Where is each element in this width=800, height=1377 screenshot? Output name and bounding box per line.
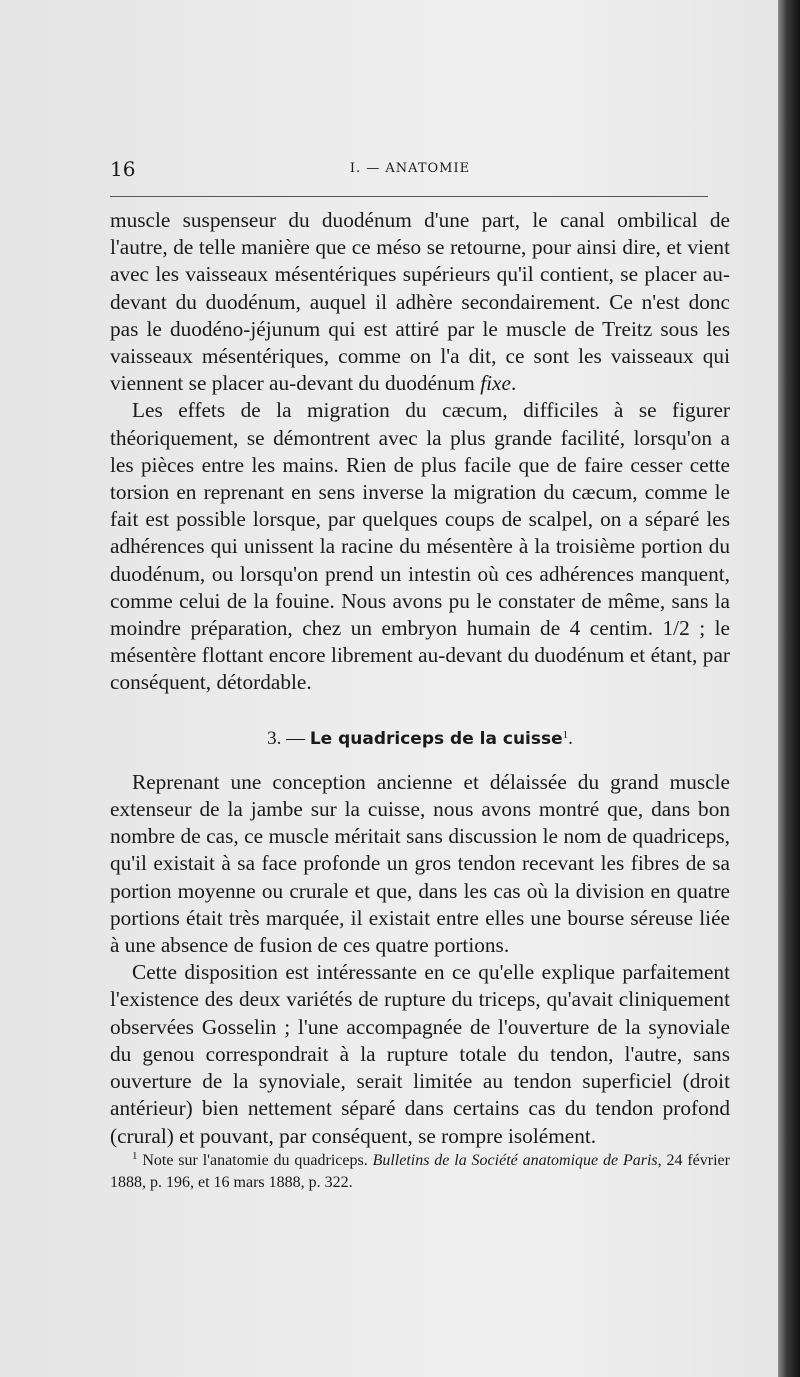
section-title: Le quadriceps de la cuisse [309, 728, 563, 749]
footnote: $^1$ Note sur l'anatomie du quadriceps. Bulletins de la Société anatomique de Paris, 24 février 1888, p. 196, et 16 mars 1888, p. 322. [110, 1149, 730, 1191]
book-spine-shadow [778, 0, 800, 1377]
footnote-reference: 1 [562, 728, 569, 741]
paragraph-1: muscle suspenseur du duodénum d'une part, le canal ombilical de l'autre, de telle manière que ce méso se retourne, pour ainsi dire, et vient avec les vaisseaux mésentériques supérieurs qu'il contient, se placer au-devant du duodénum, auquel il adhère secondairement. Ce n'est donc pas le duodéno-jéjunum qui est attiré par le muscle de Treitz sous les vaisseaux mésentériques, comme on l'a dit, ce sont les vaisseaux qui viennent se placer au-devant du duodénum fixe. [110, 208, 730, 396]
paragraph-3: Reprenant une conception ancienne et délaissée du grand muscle extenseur de la jambe sur la cuisse, nous avons montré que, dans bon nombre de cas, ce muscle méritait sans discussion le nom de quadriceps, qu'il existait à sa face profonde un gros tendon recevant les fibres de sa portion moyenne ou crurale et que, dans les cas où la division en quatre portions était très marquée, il existait entre elles une bourse séreuse liée à une absence de fusion de ces quatre portions. [110, 769, 730, 958]
section-heading: 3. — Le quadriceps de la cuisse$^1$. [267, 727, 573, 749]
paragraph-4: Cette disposition est intéressante en ce qu'elle explique parfaitement l'existence des deux variétés de rupture du triceps, qu'avait cliniquement observées Gosselin ; l'une accompagnée de l'ouverture de la synoviale du genou correspondrait à la rupture totale du tendon, l'autre, sans ouverture de la synoviale, serait limitée au tendon superficiel (droit antérieur) bien nettement séparé dans certains cas du tendon profond (crural) et pouvant, par conséquent, se rompre isolément. [110, 960, 730, 1148]
body-text [110, 207, 730, 1194]
footnote-journal: Bulletins de la Société anatomique de Paris [372, 1151, 658, 1169]
running-head: I. — ANATOMIE [349, 161, 471, 176]
footnote-marker: 1 [132, 1149, 138, 1162]
header-rule [110, 196, 708, 197]
page-number: 16 [110, 157, 136, 181]
page-header [110, 157, 710, 187]
section-number: 3. — [267, 727, 310, 749]
paragraph-2: Les effets de la migration du cæcum, difficiles à se figurer théoriquement, se démontrent avec la plus grande facilité, lorsqu'on a les pièces entre les mains. Rien de plus facile que de faire cesser cette torsion en reprenant en sens inverse la migration du cæcum, comme le fait est possible lorsque, par quelques coups de scalpel, on a séparé les adhérences qui unissent la racine du mésentère à la troisième portion du duodénum, ou lorsqu'on prend un intestin où ces adhérences manquent, comme celui de la fouine. Nous avons pu le constater de même, sans la moindre préparation, chez un embryon humain de 4 centim. 1/2 ; le mésentère flottant encore librement au-devant du duodénum et étant, par conséquent, détordable. [110, 398, 730, 695]
